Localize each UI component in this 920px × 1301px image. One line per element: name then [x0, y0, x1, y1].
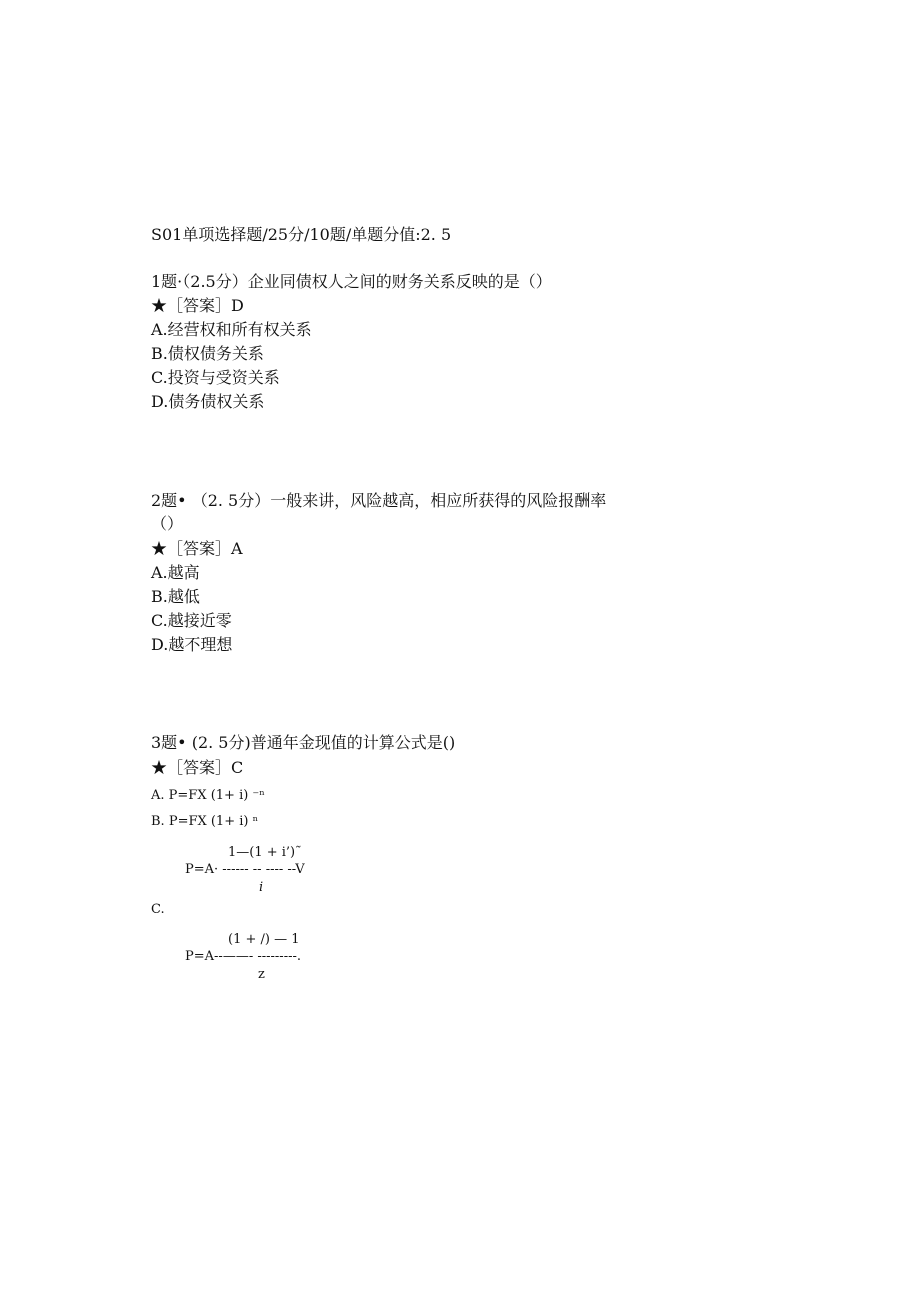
question-1-option-b: B.债权债务关系: [151, 344, 264, 363]
question-3-option-b: B. P=FX (1+ i) ⁿ: [151, 814, 259, 829]
question-1-option-d: D.债务债权关系: [151, 392, 265, 411]
formula-1-numerator: 1—(1 + i’)˜: [228, 845, 302, 860]
question-1-option-a: A.经营权和所有权关系: [151, 320, 312, 339]
question-1-option-c: C.投资与受资关系: [151, 368, 280, 387]
formula-option-b-continued: [185, 845, 385, 897]
formula-option-c: [185, 932, 385, 984]
section-header: S01单项选择题/25分/10题/单题分值:2. 5: [151, 225, 452, 244]
question-2-option-a: A.越高: [151, 563, 200, 582]
question-3-option-c: C.: [151, 902, 165, 917]
formula-2-numerator: (1 + /) — 1: [228, 932, 300, 947]
question-2-answer: ★［答案］A: [151, 539, 243, 558]
question-2-option-b: B.越低: [151, 587, 200, 606]
question-2-stem-continued: （）: [151, 514, 184, 533]
formula-1-denominator: i: [259, 880, 264, 895]
question-2-option-c: C.越接近零: [151, 611, 232, 630]
formula-1-body: P=A· ------ -- ---- --V: [185, 862, 305, 877]
question-2-option-d: D.越不理想: [151, 635, 233, 654]
question-2-stem: 2题• （2. 5分）一般来讲，风险越高，相应所获得的风险报酬率: [151, 491, 607, 510]
question-3-option-a: A. P=FX (1+ i) ⁻ⁿ: [151, 788, 265, 803]
formula-2-denominator: z: [258, 967, 265, 982]
formula-2-body: P=A--——- ---------.: [185, 949, 302, 964]
question-1-stem: 1题·（2.5分）企业同债权人之间的财务关系反映的是（）: [151, 272, 552, 291]
question-3-answer: ★［答案］C: [151, 758, 244, 777]
question-1-answer: ★［答案］D: [151, 296, 244, 315]
question-3-stem: 3题• (2. 5分)普通年金现值的计算公式是(): [151, 733, 456, 752]
